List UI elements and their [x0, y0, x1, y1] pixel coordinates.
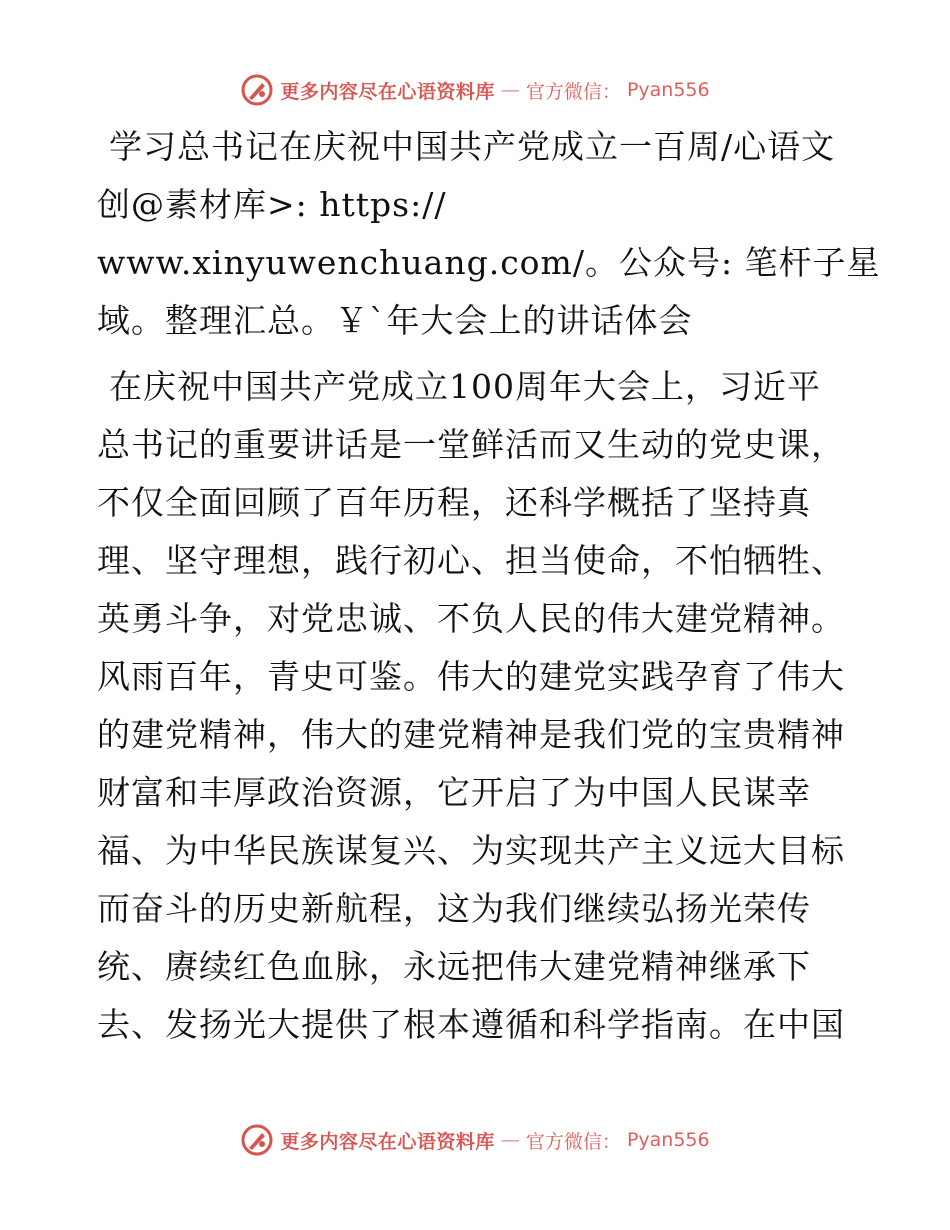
- page-header-banner: [0, 70, 950, 110]
- footer-banner-separator: —: [500, 1129, 520, 1151]
- title-line: 创@素材库>: https://: [97, 185, 447, 224]
- body-line: 总书记的重要讲话是一堂鲜活而又生动的党史课，: [97, 425, 845, 464]
- body-line: 福、为中华民族谋复兴、为实现共产主义远大目标: [97, 831, 845, 870]
- footer-banner-text: 更多内容尽在心语资料库: [280, 1130, 495, 1153]
- body-line: 在庆祝中国共产党成立100周年大会上，习近平: [109, 367, 821, 406]
- body-line: 去、发扬光大提供了根本遵循和科学指南。在中国: [97, 1005, 845, 1044]
- page-footer-banner: [0, 1120, 950, 1160]
- body-line: 理、坚守理想，践行初心、担当使命，不怕牺牲、: [97, 541, 845, 580]
- body-line: 不仅全面回顾了百年历程，还科学概括了坚持真: [97, 483, 811, 522]
- body-line: 英勇斗争，对党忠诚、不负人民的伟大建党精神。: [97, 599, 845, 638]
- quill-logo-icon: [240, 73, 274, 107]
- footer-wechat-id: Pyan556: [626, 1129, 710, 1151]
- title-line: 学习总书记在庆祝中国共产党成立一百周/心语文: [109, 127, 836, 166]
- document-body: [97, 118, 881, 1054]
- banner-wechat-id: Pyan556: [626, 79, 710, 101]
- title-line: www.xinyuwenchuang.com/。公众号: 笔杆子星: [97, 243, 881, 282]
- banner-separator: —: [500, 79, 520, 101]
- body-line: 风雨百年，青史可鉴。伟大的建党实践孕育了伟大: [97, 657, 845, 696]
- title-line: 域。整理汇总。￥`年大会上的讲话体会: [97, 301, 693, 340]
- body-line: 的建党精神，伟大的建党精神是我们党的宝贵精神: [97, 715, 845, 754]
- banner-text: 更多内容尽在心语资料库: [280, 80, 495, 103]
- quill-logo-icon: [240, 1123, 274, 1157]
- footer-wechat-label: 官方微信：: [525, 1130, 621, 1153]
- body-line: 财富和丰厚政治资源，它开启了为中国人民谋幸: [97, 773, 811, 812]
- body-line: 而奋斗的历史新航程，这为我们继续弘扬光荣传: [97, 889, 811, 928]
- banner-wechat-label: 官方微信：: [525, 80, 621, 103]
- body-line: 统、赓续红色血脉，永远把伟大建党精神继承下: [97, 947, 811, 986]
